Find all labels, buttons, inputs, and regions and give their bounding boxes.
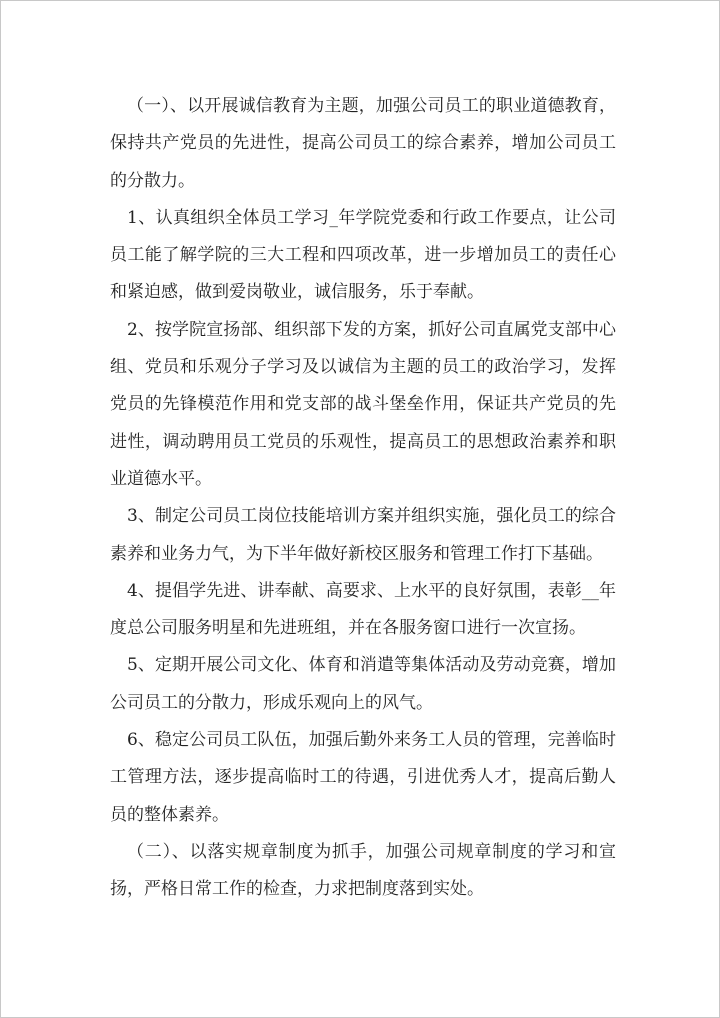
paragraph-item-4: 4、提倡学先进、讲奉献、高要求、上水平的良好氛围，表彰__年度总公司服务明星和先进班组，并在各服务窗口进行一次宣扬。 bbox=[110, 580, 616, 639]
paragraph-item-6: 6、稳定公司员工队伍，加强后勤外来务工人员的管理，完善临时工管理方法，逐步提高临时工的待遇，引进优秀人才，提高后勤人员的整体素养。 bbox=[110, 730, 616, 825]
document-body bbox=[110, 88, 616, 909]
paragraph-section-2-heading: （二）、以落实规章制度为抓手，加强公司规章制度的学习和宣扬，严格日常工作的检查，力求把制度落到实处。 bbox=[110, 841, 616, 900]
paragraph-item-3: 3、制定公司员工岗位技能培训方案并组织实施，强化员工的综合素养和业务力气，为下半年做好新校区服务和管理工作打下基础。 bbox=[110, 506, 616, 564]
paragraph-item-5: 5、定期开展公司文化、体育和消遣等集体活动及劳动竞赛，增加公司员工的分散力，形成乐观向上的风气。 bbox=[110, 655, 616, 713]
paragraph-item-2: 2、按学院宣扬部、组织部下发的方案，抓好公司直属党支部中心组、党员和乐观分子学习及以诚信为主题的员工的政治学习，发挥党员的先锋模范作用和党支部的战斗堡垒作用，保证共产党员的先进性，调动聘用员工党员的乐观性，提高员工的思想政治素养和职业道德水平。 bbox=[110, 319, 616, 489]
paragraph-section-1-heading: （一）、以开展诚信教育为主题，加强公司员工的职业道德教育，保持共产党员的先进性，提高公司员工的综合素养，增加公司员工的分散力。 bbox=[110, 96, 616, 191]
paragraph-item-1: 1、认真组织全体员工学习_年学院党委和行政工作要点，让公司员工能了解学院的三大工程和四项改革，进一步增加员工的责任心和紧迫感，做到爱岗敬业，诚信服务，乐于奉献。 bbox=[110, 207, 616, 303]
